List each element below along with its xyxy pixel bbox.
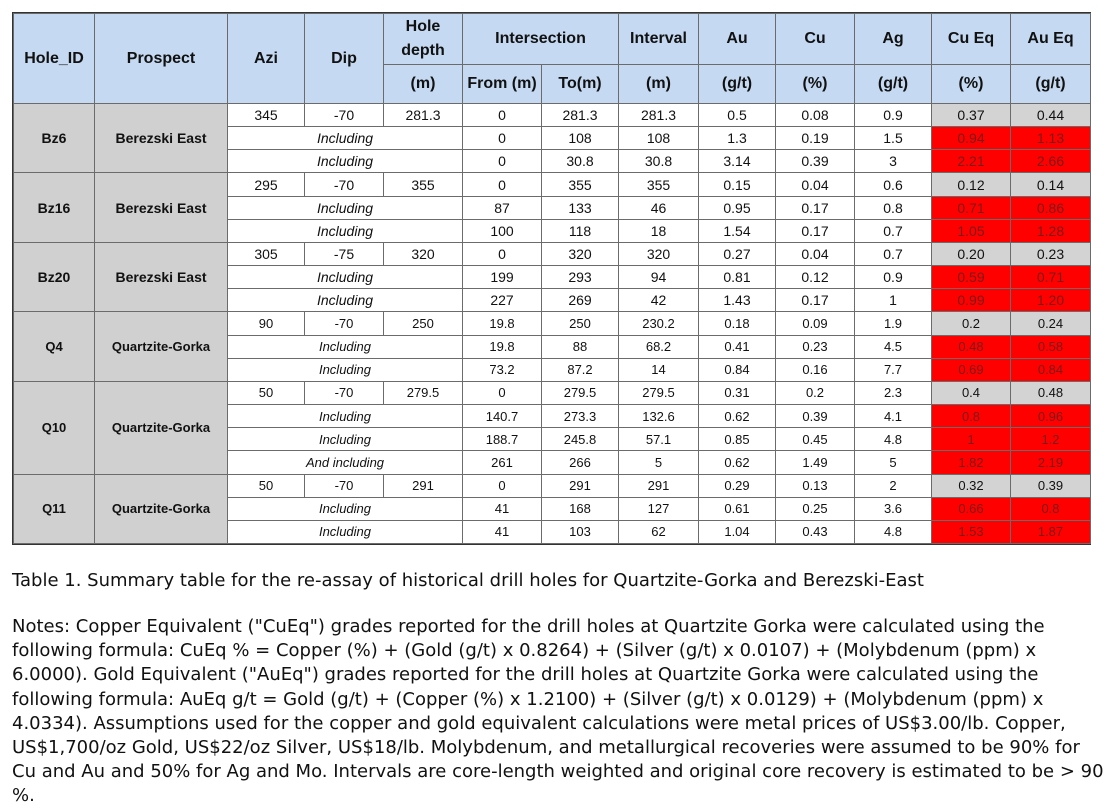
including-label-cell: Including xyxy=(228,196,463,219)
header-cueq: Cu Eq xyxy=(932,14,1011,65)
ag-cell: 2 xyxy=(855,474,932,497)
cu-cell: 1.49 xyxy=(776,451,855,474)
header-hole-id: Hole_ID xyxy=(14,14,95,104)
hole-id-cell: Q11 xyxy=(14,474,95,544)
header-aueq: Au Eq xyxy=(1011,14,1091,65)
prospect-cell: Quartzite-Gorka xyxy=(95,381,228,474)
azi-cell: 305 xyxy=(228,242,305,265)
interval-cell: 320 xyxy=(619,242,699,265)
ag-cell: 4.5 xyxy=(855,335,932,358)
cueq-cell: 0.37 xyxy=(932,104,1011,127)
including-label-cell: Including xyxy=(228,520,463,543)
to-cell: 168 xyxy=(542,497,619,520)
dip-cell: -70 xyxy=(305,312,384,335)
interval-cell: 5 xyxy=(619,451,699,474)
hole-id-cell: Bz20 xyxy=(14,242,95,311)
ag-cell: 0.9 xyxy=(855,104,932,127)
table-row xyxy=(14,474,1091,497)
including-label-cell: Including xyxy=(228,219,463,242)
prospect-cell: Berezski East xyxy=(95,173,228,242)
table-notes: Notes: Copper Equivalent ("CuEq") grades reported for the drill holes at Quartzite Gorka were calculated using the following formula: CuEq % = Copper (%) + (Gold (g/t) x 0.8264) + (Silver (g/t) x 0.0107) + (Molybdenum (ppm) x 6.0000). Gold Equivalent ("AuEq") grades reported for the drill holes at Quartzite Gorka were calculated using the following formula: AuEq g/t = Gold (g/t) + (Copper (%) x 1.2100) + (Silver (g/t) x 0.0129) + (Molybdenum (ppm) x 4.0334). Assumptions used for the copper and gold equivalent calculations were metal prices of US$3.00/lb. Copper, US$1,700/oz Gold, US$22/oz Silver, US$18/lb. Molybdenum, and metallurgical recoveries were assumed to be 90% for Cu and Au and 50% for Ag and Mo. Intervals are core-length weighted and original core recovery is estimated to be > 90 %. xyxy=(12,616,1104,807)
aueq-cell: 2.66 xyxy=(1011,150,1091,173)
aueq-cell: 1.13 xyxy=(1011,127,1091,150)
cueq-cell: 0.59 xyxy=(932,266,1011,289)
au-cell: 0.62 xyxy=(699,451,776,474)
header-to: To(m) xyxy=(542,65,619,104)
interval-cell: 30.8 xyxy=(619,150,699,173)
prospect-cell: Quartzite-Gorka xyxy=(95,312,228,381)
including-label-cell: Including xyxy=(228,266,463,289)
from-cell: 73.2 xyxy=(463,358,542,381)
cueq-cell: 0.4 xyxy=(932,381,1011,404)
from-cell: 261 xyxy=(463,451,542,474)
cu-cell: 0.04 xyxy=(776,242,855,265)
to-cell: 118 xyxy=(542,219,619,242)
cu-cell: 0.08 xyxy=(776,104,855,127)
au-cell: 0.85 xyxy=(699,428,776,451)
to-cell: 355 xyxy=(542,173,619,196)
to-cell: 103 xyxy=(542,520,619,543)
to-cell: 250 xyxy=(542,312,619,335)
aueq-cell: 0.8 xyxy=(1011,497,1091,520)
au-cell: 0.5 xyxy=(699,104,776,127)
header-intersection: Intersection xyxy=(463,14,619,65)
including-label-cell: Including xyxy=(228,405,463,428)
au-cell: 0.95 xyxy=(699,196,776,219)
header-hole-depth-unit: (m) xyxy=(384,65,463,104)
interval-cell: 132.6 xyxy=(619,405,699,428)
aueq-cell: 0.39 xyxy=(1011,474,1091,497)
au-cell: 1.04 xyxy=(699,520,776,543)
cueq-cell: 0.66 xyxy=(932,497,1011,520)
ag-cell: 2.3 xyxy=(855,381,932,404)
aueq-cell: 0.23 xyxy=(1011,242,1091,265)
interval-cell: 94 xyxy=(619,266,699,289)
to-cell: 269 xyxy=(542,289,619,312)
aueq-cell: 0.86 xyxy=(1011,196,1091,219)
depth-cell: 250 xyxy=(384,312,463,335)
depth-cell: 279.5 xyxy=(384,381,463,404)
ag-cell: 1 xyxy=(855,289,932,312)
cu-cell: 0.13 xyxy=(776,474,855,497)
header-interval-unit: (m) xyxy=(619,65,699,104)
table-row xyxy=(14,242,1091,265)
interval-cell: 42 xyxy=(619,289,699,312)
au-cell: 1.43 xyxy=(699,289,776,312)
aueq-cell: 0.44 xyxy=(1011,104,1091,127)
cueq-cell: 0.99 xyxy=(932,289,1011,312)
to-cell: 266 xyxy=(542,451,619,474)
from-cell: 100 xyxy=(463,219,542,242)
including-label-cell: And including xyxy=(228,451,463,474)
dip-cell: -70 xyxy=(305,381,384,404)
au-cell: 1.3 xyxy=(699,127,776,150)
including-label-cell: Including xyxy=(228,289,463,312)
interval-cell: 14 xyxy=(619,358,699,381)
to-cell: 245.8 xyxy=(542,428,619,451)
au-cell: 0.15 xyxy=(699,173,776,196)
from-cell: 41 xyxy=(463,497,542,520)
ag-cell: 7.7 xyxy=(855,358,932,381)
from-cell: 0 xyxy=(463,242,542,265)
header-cu: Cu xyxy=(776,14,855,65)
cueq-cell: 1.05 xyxy=(932,219,1011,242)
interval-cell: 46 xyxy=(619,196,699,219)
prospect-cell: Quartzite-Gorka xyxy=(95,474,228,544)
ag-cell: 0.7 xyxy=(855,219,932,242)
dip-cell: -75 xyxy=(305,242,384,265)
interval-cell: 108 xyxy=(619,127,699,150)
header-prospect: Prospect xyxy=(95,14,228,104)
including-label-cell: Including xyxy=(228,127,463,150)
aueq-cell: 0.84 xyxy=(1011,358,1091,381)
cu-cell: 0.17 xyxy=(776,289,855,312)
dip-cell: -70 xyxy=(305,474,384,497)
to-cell: 279.5 xyxy=(542,381,619,404)
to-cell: 291 xyxy=(542,474,619,497)
to-cell: 30.8 xyxy=(542,150,619,173)
from-cell: 0 xyxy=(463,474,542,497)
au-cell: 0.62 xyxy=(699,405,776,428)
interval-cell: 281.3 xyxy=(619,104,699,127)
azi-cell: 90 xyxy=(228,312,305,335)
ag-cell: 5 xyxy=(855,451,932,474)
interval-cell: 62 xyxy=(619,520,699,543)
ag-cell: 0.6 xyxy=(855,173,932,196)
cu-cell: 0.2 xyxy=(776,381,855,404)
cu-cell: 0.04 xyxy=(776,173,855,196)
au-cell: 0.18 xyxy=(699,312,776,335)
including-label-cell: Including xyxy=(228,335,463,358)
to-cell: 88 xyxy=(542,335,619,358)
cueq-cell: 1 xyxy=(932,428,1011,451)
header-au: Au xyxy=(699,14,776,65)
ag-cell: 4.8 xyxy=(855,428,932,451)
to-cell: 133 xyxy=(542,196,619,219)
to-cell: 108 xyxy=(542,127,619,150)
cueq-cell: 0.12 xyxy=(932,173,1011,196)
table-body xyxy=(14,104,1091,544)
table-row xyxy=(14,173,1091,196)
header-ag: Ag xyxy=(855,14,932,65)
depth-cell: 320 xyxy=(384,242,463,265)
from-cell: 0 xyxy=(463,104,542,127)
aueq-cell: 1.20 xyxy=(1011,289,1091,312)
from-cell: 0 xyxy=(463,381,542,404)
dip-cell: -70 xyxy=(305,104,384,127)
from-cell: 0 xyxy=(463,150,542,173)
cu-cell: 0.19 xyxy=(776,127,855,150)
to-cell: 87.2 xyxy=(542,358,619,381)
including-label-cell: Including xyxy=(228,497,463,520)
interval-cell: 127 xyxy=(619,497,699,520)
header-from: From (m) xyxy=(463,65,542,104)
cu-cell: 0.12 xyxy=(776,266,855,289)
prospect-cell: Berezski East xyxy=(95,104,228,173)
azi-cell: 345 xyxy=(228,104,305,127)
header-interval: Interval xyxy=(619,14,699,65)
cu-cell: 0.45 xyxy=(776,428,855,451)
dip-cell: -70 xyxy=(305,173,384,196)
cueq-cell: 0.20 xyxy=(932,242,1011,265)
ag-cell: 3.6 xyxy=(855,497,932,520)
cueq-cell: 0.69 xyxy=(932,358,1011,381)
au-cell: 0.31 xyxy=(699,381,776,404)
ag-cell: 4.8 xyxy=(855,520,932,543)
ag-cell: 4.1 xyxy=(855,405,932,428)
including-label-cell: Including xyxy=(228,428,463,451)
au-cell: 0.61 xyxy=(699,497,776,520)
from-cell: 227 xyxy=(463,289,542,312)
ag-cell: 1.5 xyxy=(855,127,932,150)
au-cell: 3.14 xyxy=(699,150,776,173)
cueq-cell: 0.71 xyxy=(932,196,1011,219)
cu-cell: 0.39 xyxy=(776,405,855,428)
cueq-cell: 0.8 xyxy=(932,405,1011,428)
to-cell: 281.3 xyxy=(542,104,619,127)
from-cell: 0 xyxy=(463,173,542,196)
aueq-cell: 1.28 xyxy=(1011,219,1091,242)
header-ag-unit: (g/t) xyxy=(855,65,932,104)
header-cu-unit: (%) xyxy=(776,65,855,104)
cu-cell: 0.23 xyxy=(776,335,855,358)
table-row xyxy=(14,104,1091,127)
ag-cell: 0.9 xyxy=(855,266,932,289)
cu-cell: 0.16 xyxy=(776,358,855,381)
hole-id-cell: Bz6 xyxy=(14,104,95,173)
cu-cell: 0.09 xyxy=(776,312,855,335)
au-cell: 0.27 xyxy=(699,242,776,265)
drill-hole-table-container xyxy=(12,12,1091,545)
ag-cell: 0.8 xyxy=(855,196,932,219)
interval-cell: 279.5 xyxy=(619,381,699,404)
header-hole-depth: Hole depth xyxy=(384,14,463,65)
ag-cell: 1.9 xyxy=(855,312,932,335)
from-cell: 0 xyxy=(463,127,542,150)
from-cell: 41 xyxy=(463,520,542,543)
from-cell: 19.8 xyxy=(463,312,542,335)
interval-cell: 57.1 xyxy=(619,428,699,451)
hole-id-cell: Q4 xyxy=(14,312,95,381)
header-azi: Azi xyxy=(228,14,305,104)
header-au-unit: (g/t) xyxy=(699,65,776,104)
hole-id-cell: Q10 xyxy=(14,381,95,474)
aueq-cell: 0.71 xyxy=(1011,266,1091,289)
from-cell: 87 xyxy=(463,196,542,219)
to-cell: 320 xyxy=(542,242,619,265)
to-cell: 273.3 xyxy=(542,405,619,428)
cueq-cell: 0.48 xyxy=(932,335,1011,358)
cu-cell: 0.17 xyxy=(776,219,855,242)
cueq-cell: 0.32 xyxy=(932,474,1011,497)
aueq-cell: 0.48 xyxy=(1011,381,1091,404)
cueq-cell: 1.53 xyxy=(932,520,1011,543)
au-cell: 1.54 xyxy=(699,219,776,242)
table-row xyxy=(14,381,1091,404)
interval-cell: 18 xyxy=(619,219,699,242)
interval-cell: 355 xyxy=(619,173,699,196)
table-row xyxy=(14,312,1091,335)
azi-cell: 50 xyxy=(228,381,305,404)
aueq-cell: 0.14 xyxy=(1011,173,1091,196)
ag-cell: 0.7 xyxy=(855,242,932,265)
from-cell: 19.8 xyxy=(463,335,542,358)
header-aueq-unit: (g/t) xyxy=(1011,65,1091,104)
header-cueq-unit: (%) xyxy=(932,65,1011,104)
table-header xyxy=(14,14,1091,104)
au-cell: 0.29 xyxy=(699,474,776,497)
prospect-cell: Berezski East xyxy=(95,242,228,311)
cu-cell: 0.39 xyxy=(776,150,855,173)
table-caption: Table 1. Summary table for the re-assay of historical drill holes for Quartzite-Gorka and Berezski-East xyxy=(12,570,924,591)
cueq-cell: 0.94 xyxy=(932,127,1011,150)
aueq-cell: 1.2 xyxy=(1011,428,1091,451)
including-label-cell: Including xyxy=(228,358,463,381)
azi-cell: 50 xyxy=(228,474,305,497)
including-label-cell: Including xyxy=(228,150,463,173)
au-cell: 0.84 xyxy=(699,358,776,381)
cu-cell: 0.25 xyxy=(776,497,855,520)
to-cell: 293 xyxy=(542,266,619,289)
cueq-cell: 2.21 xyxy=(932,150,1011,173)
interval-cell: 68.2 xyxy=(619,335,699,358)
header-dip: Dip xyxy=(305,14,384,104)
aueq-cell: 2.19 xyxy=(1011,451,1091,474)
aueq-cell: 1.87 xyxy=(1011,520,1091,543)
depth-cell: 281.3 xyxy=(384,104,463,127)
au-cell: 0.41 xyxy=(699,335,776,358)
hole-id-cell: Bz16 xyxy=(14,173,95,242)
drill-hole-summary-table xyxy=(13,13,1091,544)
aueq-cell: 0.24 xyxy=(1011,312,1091,335)
ag-cell: 3 xyxy=(855,150,932,173)
cu-cell: 0.17 xyxy=(776,196,855,219)
au-cell: 0.81 xyxy=(699,266,776,289)
depth-cell: 355 xyxy=(384,173,463,196)
aueq-cell: 0.58 xyxy=(1011,335,1091,358)
cueq-cell: 1.82 xyxy=(932,451,1011,474)
from-cell: 199 xyxy=(463,266,542,289)
cu-cell: 0.43 xyxy=(776,520,855,543)
interval-cell: 230.2 xyxy=(619,312,699,335)
azi-cell: 295 xyxy=(228,173,305,196)
interval-cell: 291 xyxy=(619,474,699,497)
aueq-cell: 0.96 xyxy=(1011,405,1091,428)
from-cell: 188.7 xyxy=(463,428,542,451)
cueq-cell: 0.2 xyxy=(932,312,1011,335)
from-cell: 140.7 xyxy=(463,405,542,428)
depth-cell: 291 xyxy=(384,474,463,497)
